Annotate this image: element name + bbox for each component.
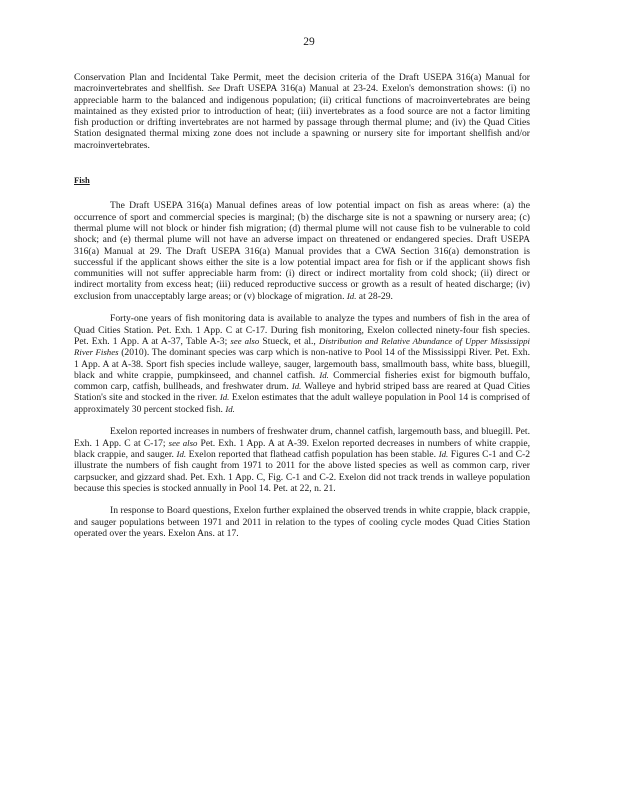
citation-signal: Id. (176, 448, 187, 459)
text-segment: Commercial fisheries exist for bigmouth buffalo, common carp, catfish, bullheads, and freshwater drum. (74, 369, 531, 393)
text-segment: at 28-29. (356, 290, 393, 302)
page-number: 29 (303, 36, 315, 48)
text-segment: (2010). The dominant species was carp which is non-native to Pool 14 of the Mississippi River. Pet. Exh. 1 App. A at A-38. Sport fish species include walleye, sauger, largemouth bass, smallmouth bass, white bass, bluegill, black and white crappie, pumpkinseed, and channel catfish. (74, 347, 530, 381)
section-heading-fish: Fish (74, 175, 90, 186)
paragraph-low-potential-impact (74, 200, 530, 302)
text-segment: Walleye and hybrid striped bass are reared at Quad Cities Station's site and stocked in the river. (74, 381, 530, 404)
citation-signal: see also (168, 437, 198, 448)
citation-signal: Id. (438, 448, 449, 459)
citation-signal: see also (230, 335, 260, 346)
text-segment: Exelon reported that flathead catfish population has been stable. (186, 448, 439, 460)
text-segment: Pet. Exh. 1 App. A at A-39. Exelon reported decreases in numbers of white crappie, black crappie, and sauger. (74, 437, 530, 460)
text-segment: Draft USEPA 316(a) Manual at 23-24. Exelon's demonstration shows: (i) no appreciable harm to the balanced and indigenous population; (ii) critical functions of macroinvertebrates are being maintained as they existed prior to introduction of heat; (iii) invertebrates as a food source are not a factor limiting fish production or drifting invertebrates are not harmed by passage through thermal plume; and (iv) the Quad Cities Station designated thermal mixing zone does not include a spawning or nursery site for important shellfish and/or macroinvertebrates. (74, 83, 530, 151)
document-body (74, 72, 530, 551)
paragraph-macroinvertebrates (74, 72, 530, 151)
text-segment: Exelon estimates that the adult walleye population in Pool 14 is comprised of approximately 30 percent stocked fish. (74, 392, 531, 415)
text-segment: Exelon reported increases in numbers of freshwater drum, channel catfish, largemouth bass, and bluegill. Pet. Exh. 1 App. C at C-17; (74, 426, 530, 449)
text-segment: Figures C-1 and C-2 illustrate the numbers of fish caught from 1971 to 2011 for the above listed species as well as common carp, river carpsucker, and gizzard shad. Pet. Exh. 1 App. C, Fig. C-1 and C-2. Exelon did not track trends in walleye population because this species is stocked annually in Pool 14. Pet. at 22, n. 21. (74, 448, 530, 494)
citation-signal: Id. (346, 290, 357, 301)
text-segment: Stueck, et al., (259, 335, 319, 347)
text-segment: Conservation Plan and Incidental Take Permit, meet the decision criteria of the Draft USEPA 316(a) Manual for macroinvertebrates and shellfish. (74, 72, 530, 95)
citation-signal: Id. (291, 381, 302, 392)
text-segment: In response to Board questions, Exelon further explained the observed trends in white crappie, black crappie, and sauger populations between 1971 and 2011 in relation to the types of cooling cycle modes Quad Cities Station operated over the years. Exelon Ans. at 17. (74, 505, 530, 539)
citation-signal: Id. (219, 392, 230, 403)
text-segment: The Draft USEPA 316(a) Manual defines areas of low potential impact on fish as areas where: (a) the occurrence of sport and commercial species is marginal; (b) the discharge site is not a spawning or nursery area; (c) thermal plume will not block or hinder fish migration; (d) thermal plume will not cause fish to be vulnerable to cold shock; and (e) thermal plume will not have an adverse impact on threatened or endangered species. Draft USEPA 316(a) Manual at 29. The Draft USEPA 316(a) Manual provides that a CWA Section 316(a) demonstration is successful if the applicant shows either the site is a low potential impact area for fish or if the applicant shows fish communities will not suffer appreciable harm from: (i) direct or indirect mortality from cold shock; (ii) direct or indirect mortality from excess heat; (iii) reduced reproductive success or growth as a result of heated discharge; (iv) exclusion from unacceptably large areas; or (v) blockage of migration. (74, 200, 530, 302)
text-segment: Forty-one years of fish monitoring data is available to analyze the types and numbers of fish in the area of Quad Cities Station. Pet. Exh. 1 App. C at C-17. During fish monitoring, Exelon collected ninety-four fish species. Pet. Exh. 1 App. A at A-37, Table A-3; (74, 313, 530, 347)
citation-signal: Distribution and Relative Abundance of Upper Mississippi River Fishes (74, 335, 530, 358)
citation-signal: See (207, 83, 220, 94)
citation-signal: Id. (225, 403, 235, 414)
paragraph-fish-monitoring (74, 313, 530, 415)
citation-signal: Id. (319, 369, 329, 380)
paragraph-population-trends (74, 426, 530, 494)
paragraph-board-questions (74, 505, 530, 539)
